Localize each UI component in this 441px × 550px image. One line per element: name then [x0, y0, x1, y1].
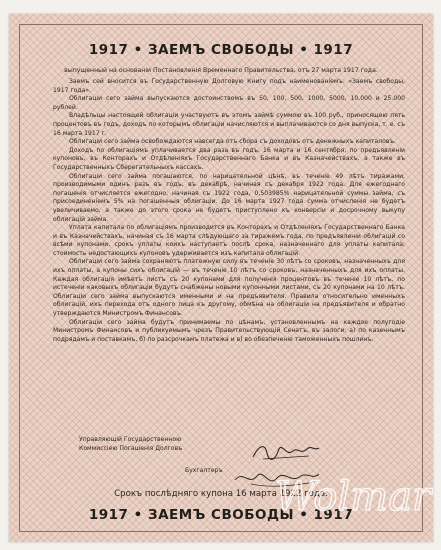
issue-subtitle: выпущенный на основаніи Постановленія Временнаго Правительства, отъ 27 марта 1917 года.: [64, 67, 378, 74]
manager-signature-label: [79, 435, 182, 453]
terms-paragraph: Доходъ по облигаціямъ уплачивается два раза въ годъ, 16 марта и 16 сентября, по предъявленіи купоновъ, въ Конторахъ и Отдѣленіяхъ Государственнаго Банка и въ Казначействахъ, а также въ Государственныхъ Сберегательныхъ кассахъ.: [53, 146, 405, 171]
last-coupon-note: Срокъ послѣдняго купона 16 марта 1922 года.: [114, 489, 328, 499]
terms-paragraph: Облигаціи сего займа погашаются, по нарицательной цѣнѣ, въ теченіе 49 лѣтъ тиражами, производимыми одинъ разъ въ годъ, въ декабрѣ, начиная съ декабря 1922 года. Для ежегоднаго погашенія отчисляется ежегодно, начиная съ 1922 года, 0,503985% нарицательной суммы займа, съ присоединеніемъ 5% на погашенныя облигаціи. До 16 марта 1927 года сумма отчисленія не будетъ увеличиваемо, а также до этого срока не будетъ приступлено къ конверсіи и досрочному выкупу облигацій займа.: [53, 172, 405, 223]
manager-title-line-1: Управляющій Государственною: [79, 436, 182, 443]
bond-sheet: [9, 14, 433, 542]
terms-paragraph: Облигаціи сего займа освобождаются навсегда отъ сбора съ доходовъ отъ денежныхъ капиталовъ.: [69, 138, 396, 146]
manager-title-line-2: Коммиссіею Погашенія Долговъ: [79, 445, 183, 452]
accountant-label: Бухгалтеръ: [185, 467, 223, 474]
terms-paragraph: Облигаціи сего займа выпускаются достоинствомъ въ 50, 100, 500, 1000, 5000, 10.000 и 25.000 рублей.: [53, 95, 405, 111]
wolmar-watermark: [269, 470, 433, 522]
manager-handwritten-signature: [249, 439, 321, 465]
terms-paragraph: Уплата капитала по облигаціямъ производится въ Конторахъ и Отдѣленіяхъ Государственнаго Банка и въ Казначействахъ, начиная съ 16 марта слѣдующаго за тиражемъ года, по предъявленіи облигацій со всѣми купонами, срокъ уплаты коихъ наступаетъ послѣ срока, назначеннаго для уплаты капитала; стоимость недостающихъ купоновъ удерживается изъ капитала облигацій.: [53, 224, 405, 257]
header-title-top: 1917 • ЗАЕМЪ СВОБОДЫ • 1917: [88, 42, 354, 58]
terms-paragraph: Владѣльцы настоящей облигаціи участвуютъ въ этомъ займѣ суммою въ 100 руб., приносящею пять процентовъ въ годъ, доходъ по которымъ облигаціи начисляются и выплачиваются со дня выпуска, т. е. съ 16 марта 1917 г.: [53, 112, 405, 137]
bond-terms: [53, 78, 405, 344]
terms-paragraph: Облигаціи сего займа сохраняютъ платежную силу въ теченіе 30 лѣтъ со сроковъ, назначенныхъ для ихъ оплаты, а купоны сихъ облигацій — въ теченіе 10 лѣтъ со сроковъ, назначенныхъ для ихъ оплаты. Каждая облигація имѣетъ листъ съ 20 купонами для полученія процентовъ въ теченіе 10 лѣтъ, по истеченіи каковыхъ облигаціи будутъ снабжены новыми купонными листами, съ 20 купонами на 10 лѣтъ. Облигаціи сего займа выпускаются именными и на предъявителя. Правила относительно именныхъ облигацій, ихъ перехода отъ одного лица къ другому, обмѣна на облигаціи на предъявителя и обратно утверждаются Министромъ Финансовъ.: [53, 258, 405, 318]
svg-text:Wolmar: Wolmar: [275, 474, 432, 520]
terms-paragraph: Заемъ сей вносится въ Государственную Долговую Книгу подъ наименованіемъ: «Заемъ свободы, 1917 года».: [53, 78, 405, 94]
terms-paragraph: Облигаціи сего займа будутъ принимаемы по цѣнамъ, установленнымъ на каждое полугодіе Министромъ Финансовъ и публикуемымъ чрезъ Правительствующій Сенатъ, въ залоги: а) по казеннымъ подрядамъ и поставкамъ, б) по разсрочкамъ платежа и в) во обезпеченіе таможенныхъ пошлинъ.: [53, 318, 405, 343]
header-title-bottom: 1917 • ЗАЕМЪ СВОБОДЫ • 1917: [88, 507, 354, 523]
